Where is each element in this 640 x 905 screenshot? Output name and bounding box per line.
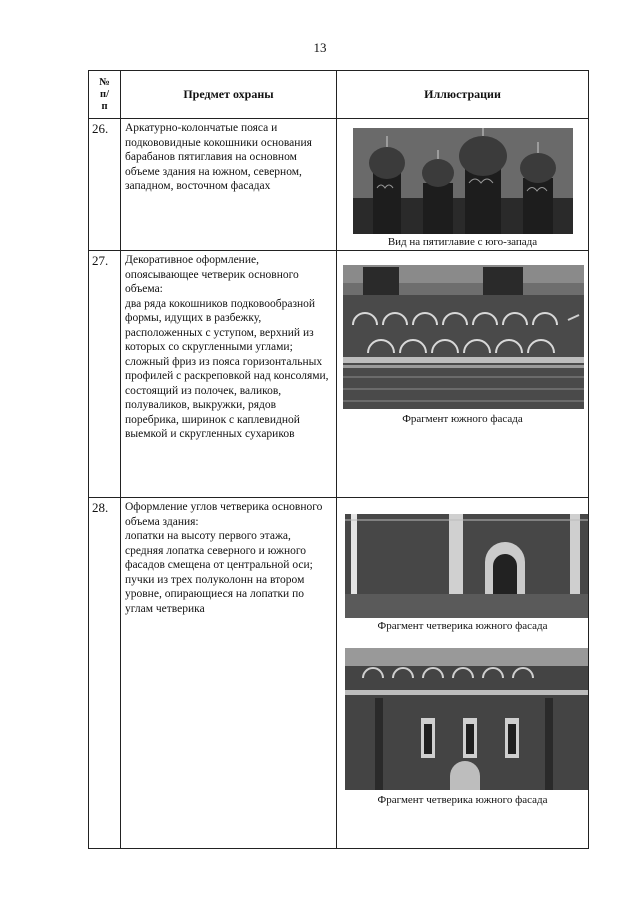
figure-caption: Вид на пятиглавие с юго-запада bbox=[387, 236, 538, 248]
figure bbox=[337, 498, 588, 848]
five-domes-illustration bbox=[353, 128, 573, 234]
corner-facade-illustration-2 bbox=[345, 648, 588, 790]
row-illustrations bbox=[337, 251, 589, 498]
row-text bbox=[121, 119, 337, 251]
figure bbox=[337, 251, 588, 497]
row-illustrations bbox=[337, 498, 589, 849]
photo-five-domes bbox=[353, 128, 573, 234]
row-text bbox=[121, 251, 337, 498]
south-facade-illustration bbox=[343, 265, 584, 409]
row-illustrations bbox=[337, 119, 589, 251]
table-row bbox=[89, 119, 589, 251]
figure bbox=[337, 119, 588, 250]
photo-corner-facade-2 bbox=[345, 648, 588, 790]
row-text-content: Декоративное оформление, опоясывающее четверик основного объема: два ряда кокошников подковообразной формы, идущих в разбежку, расположенных с уступом, верхний из которых со скругленными углами; сложный фриз из пояса горизонтальных профилей с раскреповкой над консолями, состоящий из полочек, валиков, полувaликов, выкружки, рядов поребрика, ширинок с каплевидной выемкой и скругленных сухариков bbox=[125, 254, 329, 440]
page-number: 13 bbox=[313, 40, 327, 55]
protection-table bbox=[88, 70, 589, 849]
corner-facade-illustration-1 bbox=[345, 514, 588, 618]
figure-caption: Фрагмент четверика южного фасада bbox=[377, 620, 548, 632]
row-number: 26. bbox=[89, 119, 121, 251]
header-num bbox=[89, 71, 121, 119]
photo-south-facade bbox=[343, 265, 584, 409]
header-num-label: № п/ п bbox=[99, 76, 110, 112]
row-number: 28. bbox=[89, 498, 121, 849]
row-number: 27. bbox=[89, 251, 121, 498]
table-header-row bbox=[89, 71, 589, 119]
figure-caption: Фрагмент южного фасада bbox=[402, 413, 523, 425]
header-subject: Предмет охраны bbox=[121, 71, 337, 119]
row-text-content: Аркатурно-колончатые пояса и подкововидные кокошники основания барабанов пятиглавия на основном объеме здания на южном, северном, западном, восточном фасадах bbox=[125, 122, 312, 192]
row-text-content: Оформление углов четверика основного объема здания: лопатки на высоту первого этажа, средняя лопатка северного и южного фасадов смещена от центральной оси; пучки из трех полуколонн на втором уровне, опирающиеся на лопатки по углам четверика bbox=[125, 501, 323, 615]
photo-corner-facade-1 bbox=[345, 514, 588, 618]
table-row bbox=[89, 251, 589, 498]
figure-caption: Фрагмент четверика южного фасада bbox=[377, 794, 548, 806]
row-text bbox=[121, 498, 337, 849]
header-illustrations: Иллюстрации bbox=[337, 71, 589, 119]
table-row bbox=[89, 498, 589, 849]
